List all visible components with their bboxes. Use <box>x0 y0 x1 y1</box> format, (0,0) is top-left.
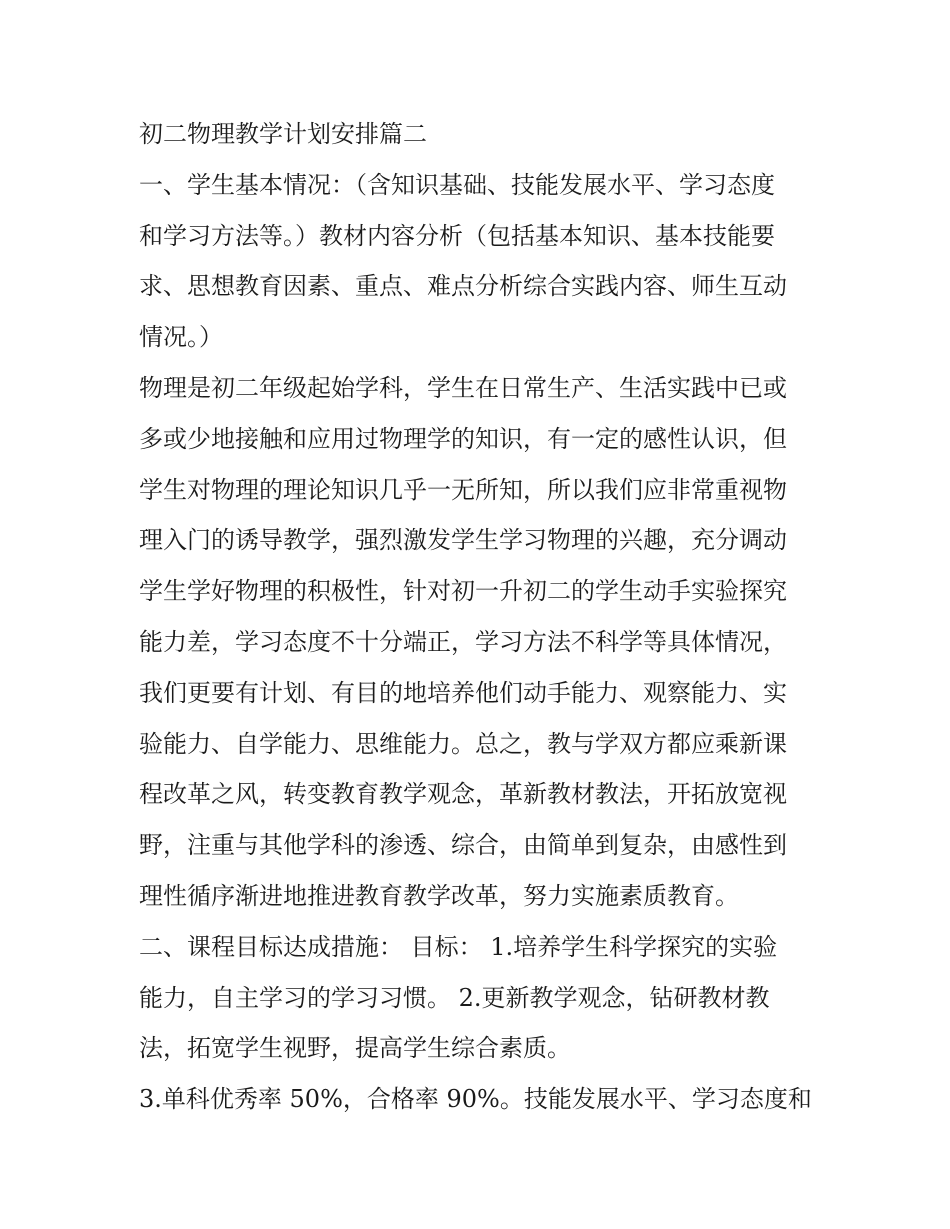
text-line: 程改革之风，转变教育教学观念，革新教材教法，开拓放宽视 <box>139 780 787 809</box>
document-title: 初二物理教学计划安排篇二 <box>139 120 427 148</box>
text-line: 理性循序渐进地推进教育教学改革，努力实施素质教育。 <box>139 881 739 910</box>
text-line: 3.单科优秀率 50%，合格率 90%。技能发展水平、学习态度和 <box>139 1085 812 1114</box>
text-line: 法，拓宽学生视野，提高学生综合素质。 <box>139 1034 571 1063</box>
document-body <box>139 109 819 1125</box>
text-line: 理入门的诱导教学，强烈激发学生学习物理的兴趣，充分调动 <box>139 526 787 555</box>
text-line: 验能力、自学能力、思维能力。总之，教与学双方都应乘新课 <box>139 729 787 758</box>
text-line: 和学习方法等。）教材内容分析（包括基本知识、基本技能要 <box>139 221 775 250</box>
text-line: 二、课程目标达成措施： 目标： 1.培养学生科学探究的实验 <box>139 932 778 961</box>
text-line: 我们更要有计划、有目的地培养他们动手能力、观察能力、实 <box>139 678 787 707</box>
text-line: 求、思想教育因素、重点、难点分析综合实践内容、师生互动 <box>139 272 787 301</box>
text-line: 学生学好物理的积极性，针对初一升初二的学生动手实验探究 <box>139 577 787 606</box>
text-line: 情况。） <box>139 323 223 352</box>
text-line: 多或少地接触和应用过物理学的知识，有一定的感性认识，但 <box>139 424 787 453</box>
text-line: 学生对物理的理论知识几乎一无所知，所以我们应非常重视物 <box>139 475 787 504</box>
text-line: 能力，自主学习的学习习惯。 2.更新教学观念，钻研教材教 <box>139 983 770 1012</box>
text-line: 一、学生基本情况：（含知识基础、技能发展水平、学习态度 <box>139 170 775 199</box>
text-line: 野，注重与其他学科的渗透、综合，由简单到复杂，由感性到 <box>139 831 787 860</box>
text-line: 能力差，学习态度不十分端正，学习方法不科学等具体情况， <box>139 627 787 656</box>
text-line: 物理是初二年级起始学科，学生在日常生产、生活实践中已或 <box>139 373 787 402</box>
